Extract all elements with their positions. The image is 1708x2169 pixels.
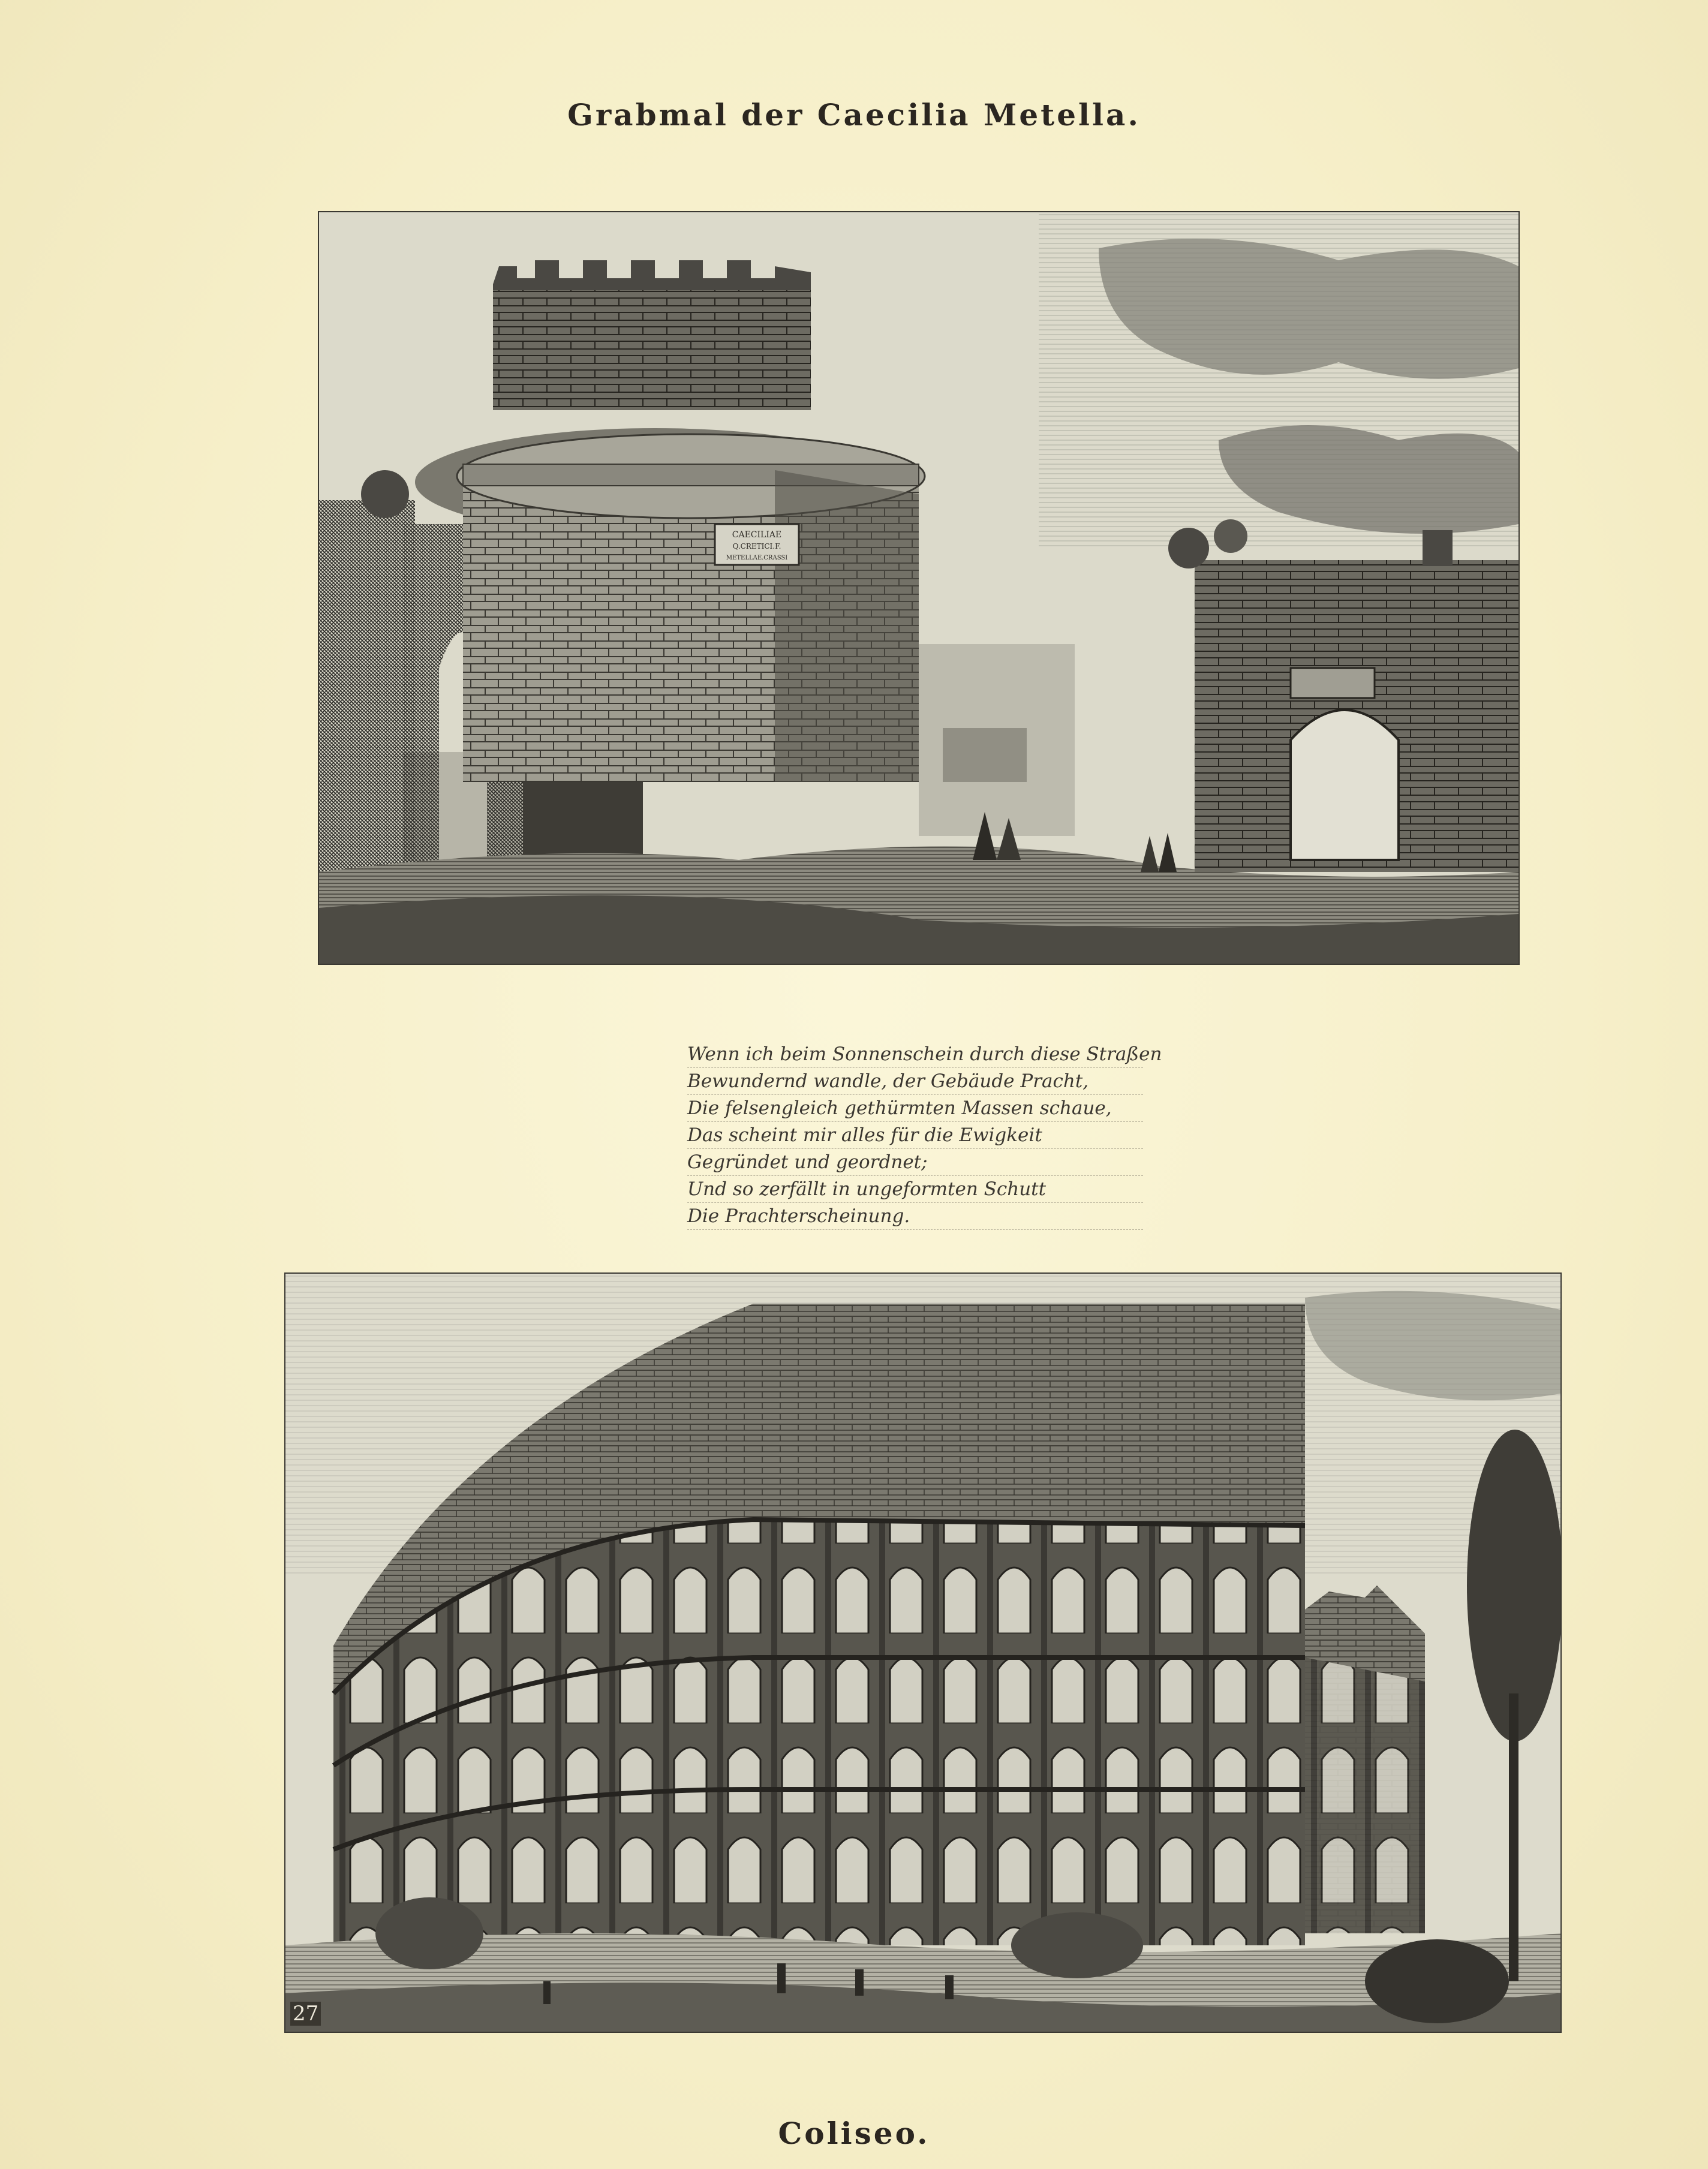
page-title-top: Grabmal der Caecilia Metella.: [567, 97, 1141, 133]
poem-line: Bewundernd wandle, der Gebäude Pracht,: [687, 1068, 1143, 1095]
poem-line: Gegründet und geordnet;: [687, 1149, 1143, 1176]
poem-line: Wenn ich beim Sonnenschein durch diese Straßen: [687, 1041, 1143, 1068]
poem-line: Und so zerfällt in ungeformten Schutt: [687, 1176, 1143, 1203]
poem-text-block: [687, 1041, 1162, 1230]
plate-number: 27: [290, 2002, 321, 2026]
page-title-bottom: Coliseo.: [778, 2116, 930, 2151]
tomb-inscription-line-1: CAECILIAE: [732, 530, 782, 540]
poem-line: Das scheint mir alles für die Ewigkeit: [687, 1122, 1143, 1149]
colosseum-engraving-illustration: [285, 1274, 1560, 2032]
poem-line: Die felsengleich gethürmten Massen schaue,: [687, 1095, 1143, 1122]
engraving-tomb-caecilia-metella: [318, 211, 1520, 965]
poem-line: Die Prachterscheinung.: [687, 1203, 1143, 1230]
tomb-engraving-illustration: [319, 212, 1518, 964]
engraving-colosseum: [284, 1272, 1562, 2033]
tomb-inscription-line-3: METELLAE.CRASSI: [726, 555, 788, 561]
tomb-inscription-line-2: Q.CRETICI.F.: [732, 542, 781, 550]
